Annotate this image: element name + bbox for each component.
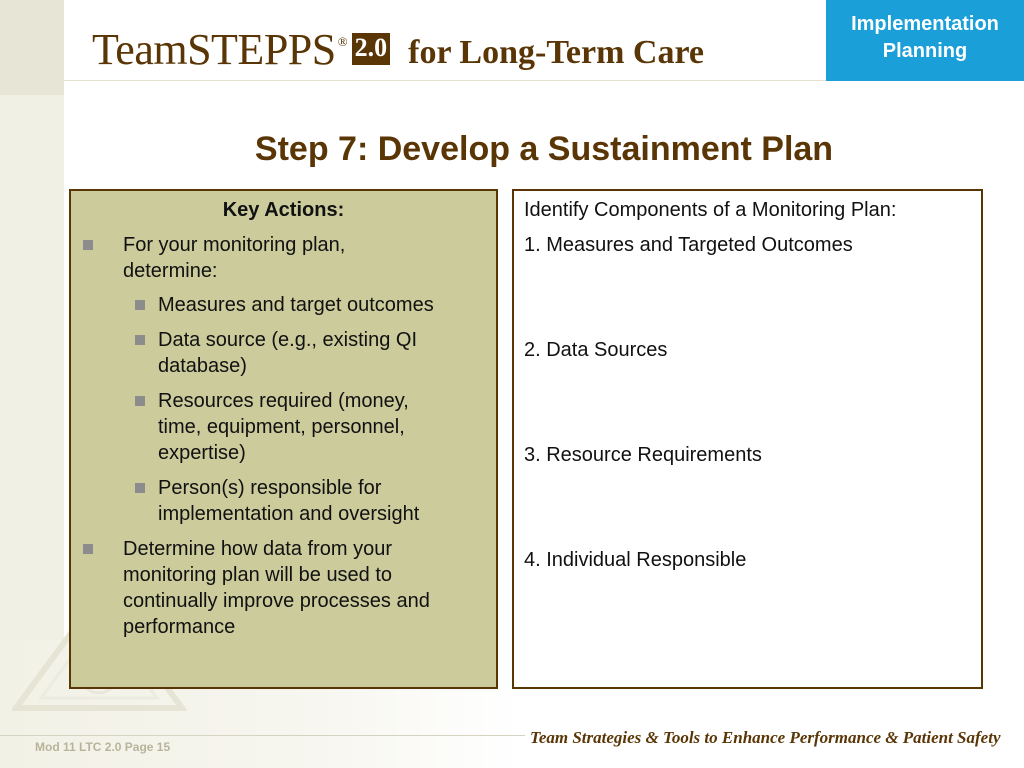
bullet-line: For your monitoring plan, xyxy=(123,234,346,256)
logo-registered-mark: ® xyxy=(337,34,348,49)
bullet-line: Resources required (money, xyxy=(158,390,409,412)
list-item xyxy=(123,232,345,284)
background-top-corner xyxy=(0,0,64,95)
module-tag xyxy=(826,0,1024,81)
bullet-line: monitoring plan will be used to xyxy=(123,564,393,586)
monitoring-plan-heading: Identify Components of a Monitoring Plan: xyxy=(524,199,897,221)
header-divider xyxy=(64,80,826,81)
bullet-line: Determine how data from your xyxy=(123,538,393,560)
key-actions-heading: Key Actions: xyxy=(222,199,345,221)
bullet-line: time, equipment, personnel, xyxy=(158,416,405,438)
module-tag-line2: Planning xyxy=(882,40,968,62)
square-bullet-icon xyxy=(83,544,93,554)
monitoring-component-item: 3. Resource Requirements xyxy=(524,444,762,466)
list-item xyxy=(158,327,417,379)
bullet-line: Measures and target outcomes xyxy=(158,294,434,316)
bullet-line: continually improve processes and xyxy=(123,590,430,612)
list-item xyxy=(158,475,419,527)
list-item xyxy=(123,536,430,640)
footer-divider xyxy=(0,735,525,736)
square-bullet-icon xyxy=(135,335,145,345)
bullet-line: Data source (e.g., existing QI xyxy=(158,329,418,351)
square-bullet-icon xyxy=(135,396,145,406)
key-actions-panel xyxy=(69,189,498,689)
logo-subtitle: for Long-Term Care xyxy=(408,34,705,71)
logo-brand: TeamSTEPPS xyxy=(92,25,336,74)
bullet-line: implementation and oversight xyxy=(158,503,420,525)
list-item xyxy=(158,388,409,466)
slide-title: Step 7: Develop a Sustainment Plan xyxy=(254,130,834,168)
bullet-line: database) xyxy=(158,355,247,377)
logo-version-badge: 2.0 xyxy=(352,33,391,65)
bullet-line: Person(s) responsible for xyxy=(158,477,382,499)
square-bullet-icon xyxy=(83,240,93,250)
square-bullet-icon xyxy=(135,300,145,310)
monitoring-component-item: 4. Individual Responsible xyxy=(524,549,747,571)
bullet-line: expertise) xyxy=(158,442,246,464)
bullet-line: determine: xyxy=(123,260,218,282)
monitoring-component-item: 1. Measures and Targeted Outcomes xyxy=(524,234,853,256)
footer-page-label: Mod 11 LTC 2.0 Page 15 xyxy=(35,740,171,754)
teamstepps-logo xyxy=(92,25,705,80)
module-tag-line1: Implementation xyxy=(851,13,999,35)
bullet-line: performance xyxy=(123,616,236,638)
square-bullet-icon xyxy=(135,483,145,493)
monitoring-component-item: 2. Data Sources xyxy=(524,339,668,361)
monitoring-plan-panel xyxy=(512,189,983,689)
list-item xyxy=(158,292,434,318)
footer-tagline: Team Strategies & Tools to Enhance Performance & Patient Safety xyxy=(530,728,1001,747)
